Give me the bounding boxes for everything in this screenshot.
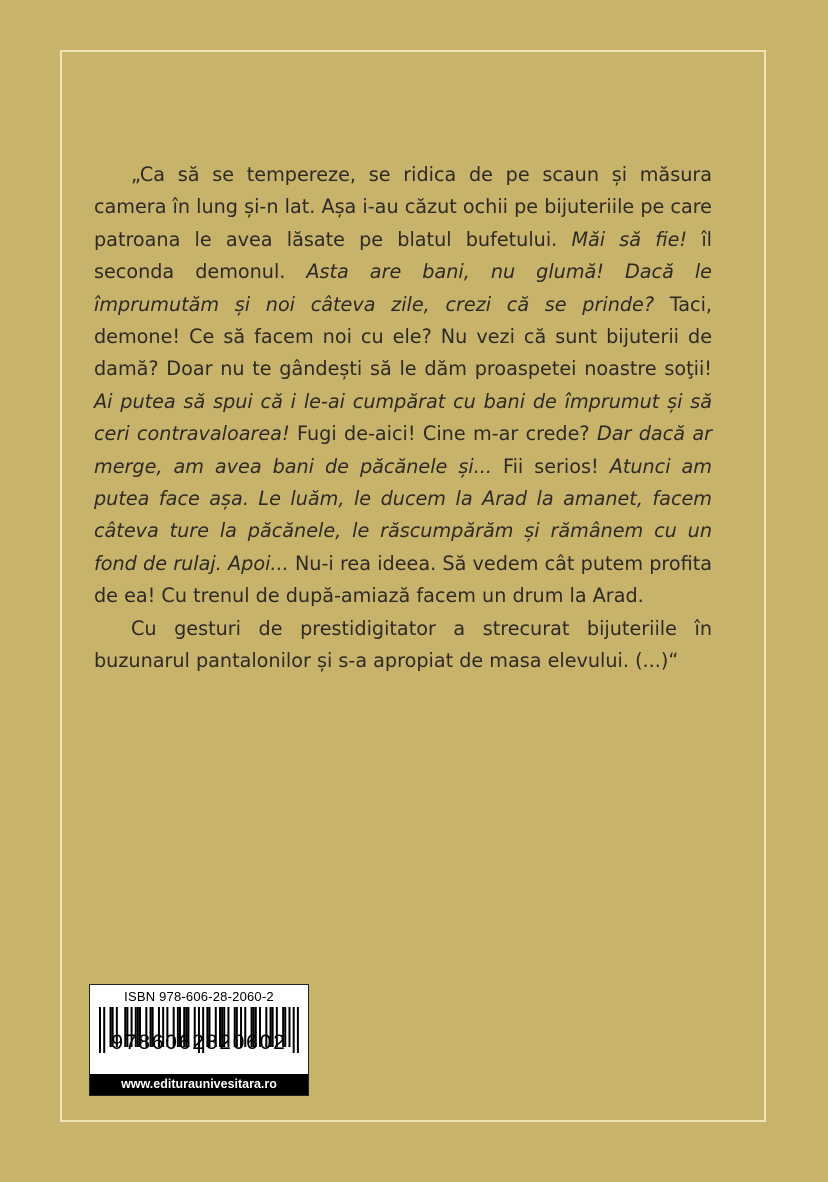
excerpt-italic-segment: Asta are bani, nu glumă! Dacă le împrumutăm și noi câteva zile, crezi că se prinde? <box>94 260 712 316</box>
excerpt-italic-segment: Atunci am putea face așa. Le luăm, le ducem la Arad la amanet, facem câteva ture la păcănele, le răscumpărăm și rămânem cu un fond de rulaj. Apoi... <box>94 454 712 575</box>
isbn-barcode-block <box>89 984 309 1096</box>
excerpt-text-segment: îl seconda demonul. <box>94 227 712 284</box>
isbn-label: ISBN 978-606-28-2060-2 <box>124 989 274 1004</box>
excerpt-paragraph-1 <box>94 159 712 613</box>
book-excerpt <box>94 159 712 678</box>
excerpt-text-segment: Fugi de-aici! Cine m-ar crede? <box>289 422 597 446</box>
excerpt-text-segment: Taci, demone! Ce să facem noi cu ele? Nu vezi că sunt bijuterii de damă? Doar nu te gândești să le dăm proaspetei noastre soţii! <box>94 292 713 381</box>
excerpt-italic-segment: Ai putea să spui că i le-ai cumpărat cu bani de împrumut și să ceri contravaloarea! <box>94 389 712 446</box>
excerpt-paragraph-2: Cu gesturi de prestidigitator a strecurat bijuteriile în buzunarul pantalonilor și s-a apropiat de masa elevului. (...)“ <box>94 616 712 673</box>
excerpt-italic-segment: Măi să fie! <box>571 227 688 251</box>
excerpt-italic-segment: Dar dacă ar merge, am avea bani de păcănele și... <box>94 422 712 478</box>
barcode-digits: 9786062820602 <box>111 1031 287 1054</box>
excerpt-text-segment: Nu-i rea ideea. Să vedem cât putem profita de ea! Cu trenul de după-amiază facem un drum la Arad. <box>94 551 712 608</box>
publisher-url: www.edituraunivesitara.ro <box>90 1074 308 1095</box>
excerpt-text-segment: „Ca să se tempereze, se ridica de pe scaun și măsura camera în lung și-n lat. Așa i-au căzut ochii pe bijuteriile pe care patroana le avea lăsate pe blatul bufetului. <box>94 163 712 251</box>
excerpt-text-segment: Fii serios! <box>491 454 610 478</box>
